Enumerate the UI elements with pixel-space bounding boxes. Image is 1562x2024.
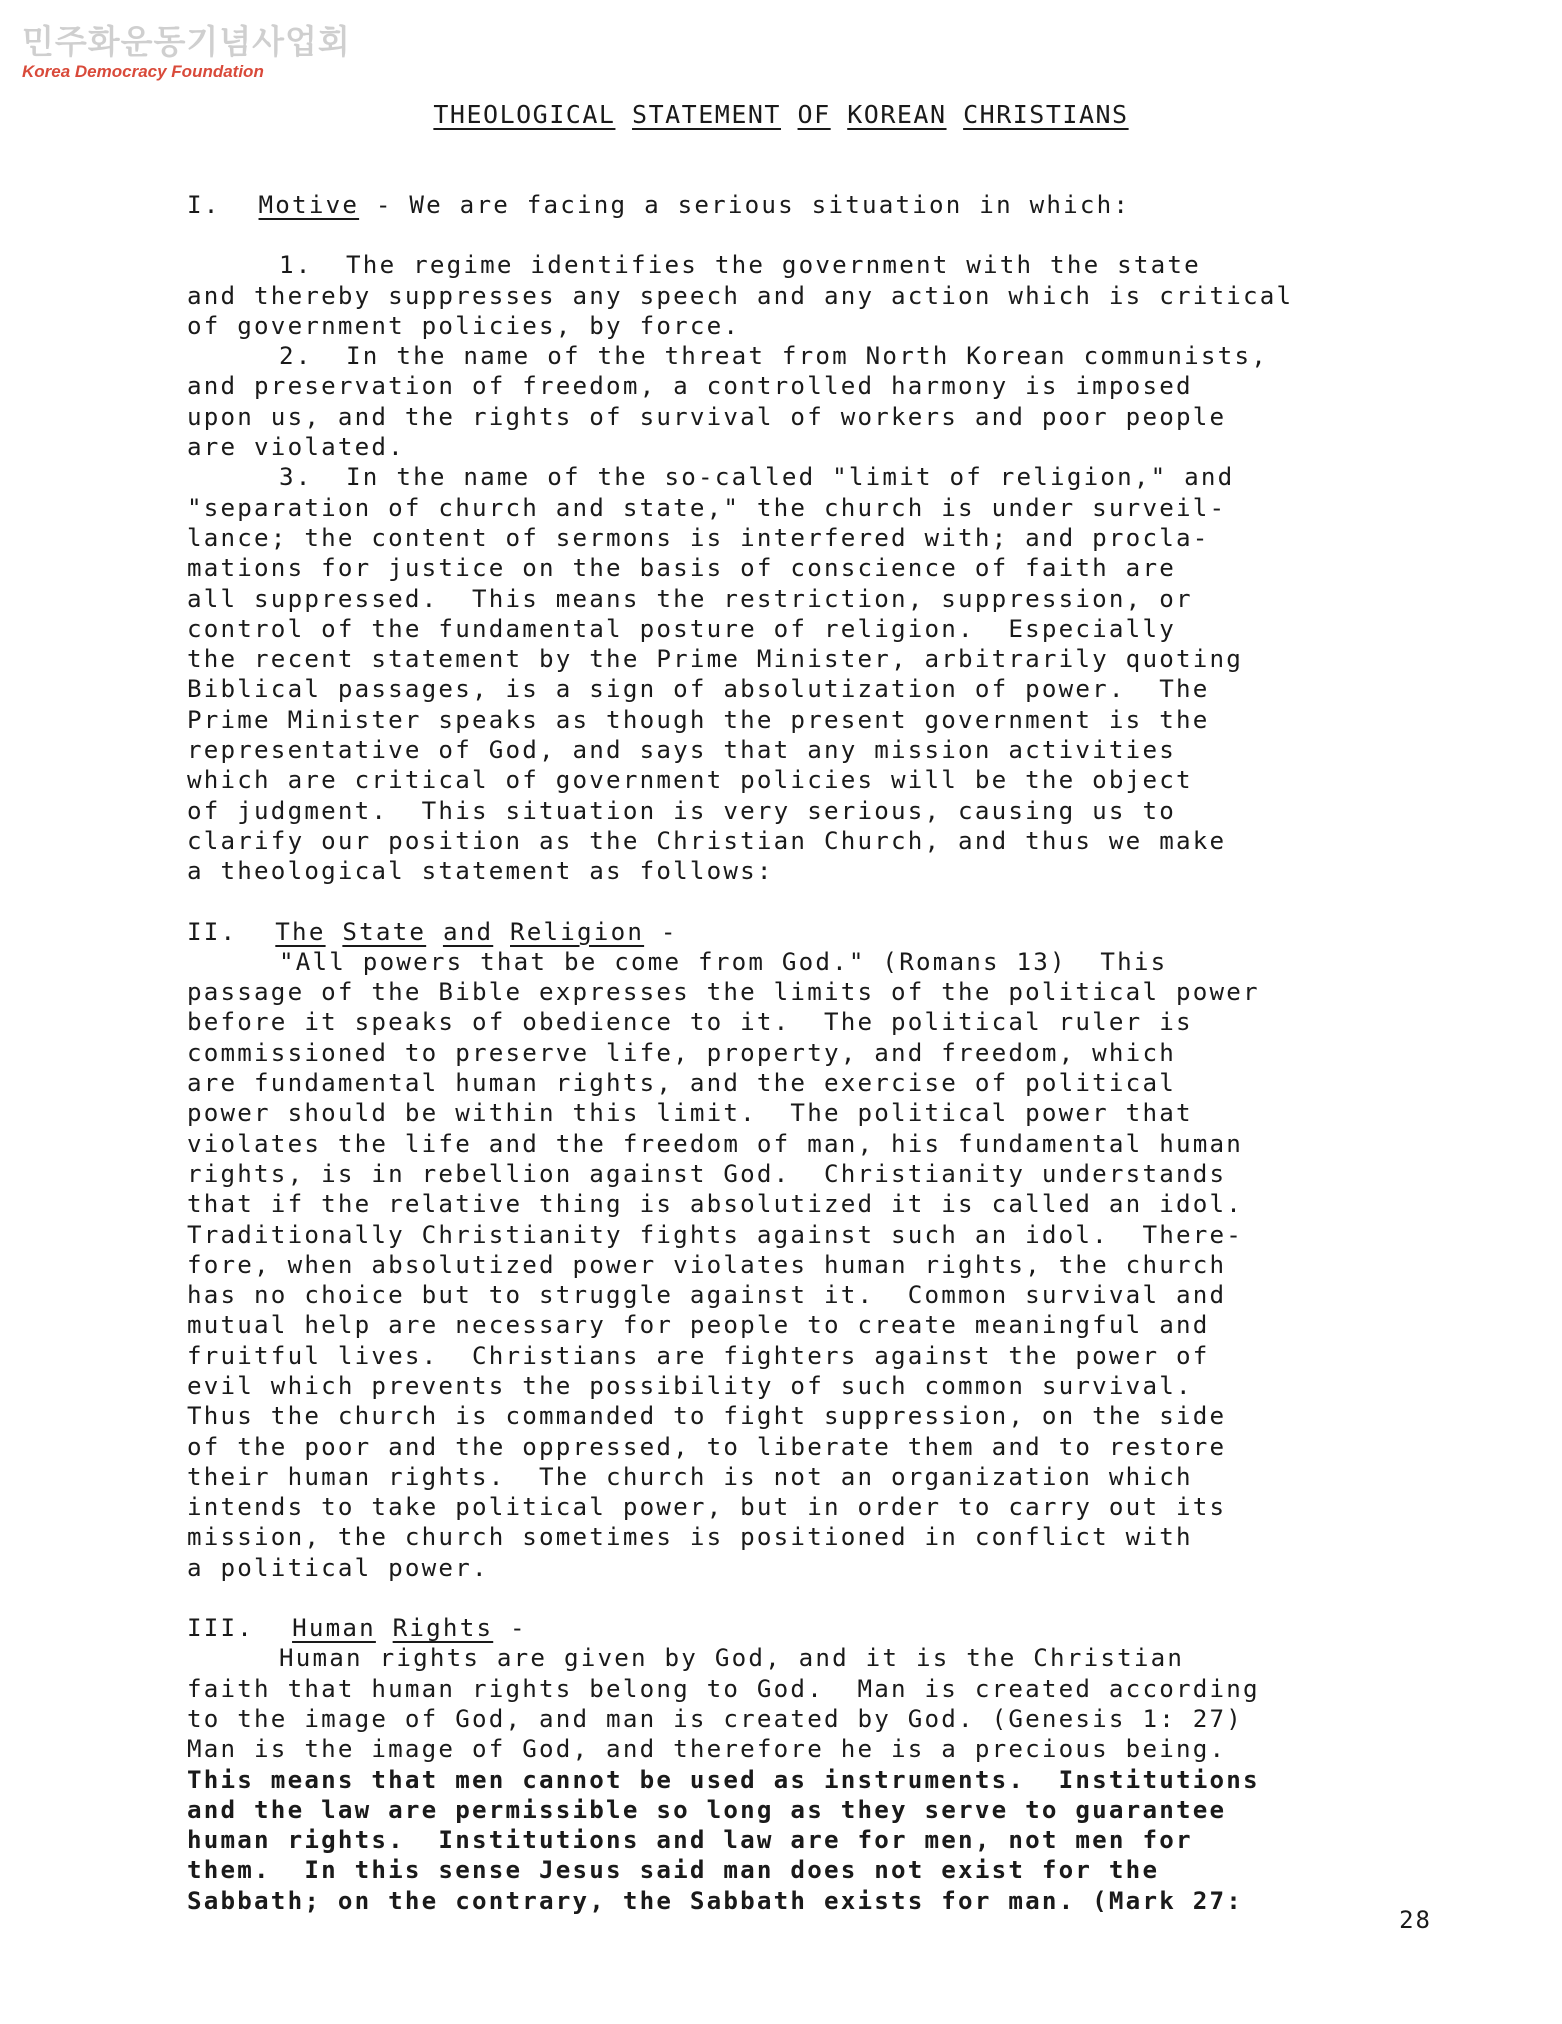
paragraph-line: 2. In the name of the threat from North Korean communists, [279, 342, 1268, 371]
paragraph-line: mations for justice on the basis of conscience of faith are [187, 554, 1176, 583]
section-numeral: II. [187, 917, 238, 946]
paragraph-line: a political power. [187, 1553, 489, 1582]
paragraph-line: that if the relative thing is absolutized it is called an idol. [187, 1190, 1244, 1219]
paragraph-line: 3. In the name of the so-called "limit of religion," and [279, 463, 1235, 492]
paragraph-line: mutual help are necessary for people to create meaningful and [187, 1311, 1210, 1340]
paragraph-line: before it speaks of obedience to it. The political ruler is [187, 1008, 1193, 1037]
paragraph-line: evil which prevents the possibility of such common survival. [187, 1371, 1193, 1400]
paragraph-line: "separation of church and state," the church is under surveil- [187, 493, 1227, 522]
paragraph-line: fore, when absolutized power violates human rights, the church [187, 1250, 1227, 1279]
paragraph-line: are fundamental human rights, and the exercise of political [187, 1069, 1176, 1098]
paragraph-line: Traditionally Christianity fights against such an idol. There- [187, 1220, 1244, 1249]
paragraph-line: all suppressed. This means the restriction, suppression, or [187, 584, 1193, 613]
document-body [187, 190, 1437, 1916]
section-heading-dash: - [644, 917, 678, 946]
section-heading-word: Rights [392, 1614, 494, 1643]
section-heading-motive [187, 190, 1437, 220]
section-heading-word: Human [292, 1614, 376, 1643]
section-numeral: III. [187, 1614, 255, 1643]
paragraph-line: of judgment. This situation is very serious, causing us to [187, 796, 1176, 825]
paragraph-line: "All powers that be come from God." (Romans 13) This [279, 947, 1168, 976]
paragraph-gap [187, 1583, 1437, 1613]
section-heading-word: Religion [510, 917, 645, 946]
paragraph-line: upon us, and the rights of survival of workers and poor people [187, 402, 1227, 431]
section-heading-human-rights [187, 1613, 1437, 1643]
paragraph-line: commissioned to preserve life, property, and freedom, which [187, 1038, 1176, 1067]
paragraph-line: Man is the image of God, and therefore he is a precious being. [187, 1735, 1227, 1764]
section-heading-word: State [342, 917, 427, 946]
paragraph-line: and the law are permissible so long as they serve to guarantee [187, 1795, 1227, 1824]
section-heading-state-religion [187, 917, 1437, 947]
paragraph-line: 1. The regime identifies the government with the state [279, 251, 1201, 280]
paragraph-line: This means that men cannot be used as instruments. Institutions [187, 1765, 1260, 1794]
title-word: STATEMENT [632, 100, 781, 129]
section-heading-rest: - We are facing a serious situation in which: [359, 191, 1131, 219]
paragraph-line: intends to take political power, but in order to carry out its [187, 1493, 1227, 1522]
section-heading-word: Motive [258, 191, 360, 219]
watermark-english-text: Korea Democracy Foundation [22, 62, 264, 81]
paragraph-line: has no choice but to struggle against it. Common survival and [187, 1281, 1227, 1310]
watermark-korean-text: 민주화운동기념사업회 [22, 22, 351, 61]
paragraph-line: are violated. [187, 433, 405, 462]
paragraph-line: their human rights. The church is not an organization which [187, 1462, 1193, 1491]
paragraph-line: and thereby suppresses any speech and any action which is critical [187, 281, 1294, 310]
section-numeral: I. [187, 191, 221, 219]
paragraph-line: of the poor and the oppressed, to liberate them and to restore [187, 1432, 1227, 1461]
document-title [0, 100, 1562, 129]
paragraph-line: Sabbath; on the contrary, the Sabbath exists for man. (Mark 27: [187, 1886, 1244, 1915]
paragraph-line: of government policies, by force. [187, 311, 741, 340]
paragraph-line: lance; the content of sermons is interfered with; and procla- [187, 523, 1210, 552]
section-heading-word: and [442, 917, 494, 946]
paragraph-line: and preservation of freedom, a controlled harmony is imposed [187, 372, 1193, 401]
paragraph-line: passage of the Bible expresses the limits of the political power [187, 978, 1260, 1007]
paragraph-line: faith that human rights belong to God. Man is created according [187, 1674, 1260, 1703]
paragraph-line: rights, is in rebellion against God. Christianity understands [187, 1159, 1227, 1188]
section-heading-dash: - [493, 1614, 527, 1643]
paragraph-line: fruitful lives. Christians are fighters against the power of [187, 1341, 1210, 1370]
paragraph-gap [187, 887, 1437, 917]
title-word: KOREAN [847, 100, 947, 129]
paragraph-line: mission, the church sometimes is positioned in conflict with [187, 1523, 1193, 1552]
paragraph-line: which are critical of government policies will be the object [187, 766, 1193, 795]
paragraph-line: a theological statement as follows: [187, 857, 774, 886]
paragraph-line: human rights. Institutions and law are for men, not men for [187, 1826, 1193, 1855]
paragraph-gap [187, 220, 1437, 250]
paragraph-line: them. In this sense Jesus said man does not exist for the [187, 1856, 1160, 1885]
paragraph-line: Human rights are given by God, and it is the Christian [279, 1644, 1185, 1673]
paragraph-line: violates the life and the freedom of man, his fundamental human [187, 1129, 1244, 1158]
paragraph-line: the recent statement by the Prime Minister, arbitrarily quoting [187, 645, 1244, 674]
paragraph-line: Prime Minister speaks as though the present government is the [187, 705, 1210, 734]
watermark-logo [22, 22, 351, 82]
page-number: 28 [1399, 1906, 1432, 1934]
title-word: OF [797, 100, 831, 129]
paragraph-line: Thus the church is commanded to fight suppression, on the side [187, 1402, 1227, 1431]
paragraph-line: Biblical passages, is a sign of absolutization of power. The [187, 675, 1210, 704]
paragraph-line: to the image of God, and man is created by God. (Genesis 1: 27) [187, 1704, 1244, 1733]
title-word: CHRISTIANS [963, 100, 1129, 129]
paragraph-line: clarify our position as the Christian Church, and thus we make [187, 826, 1227, 855]
paragraph-line: representative of God, and says that any mission activities [187, 736, 1176, 765]
section-heading-word: The [275, 917, 326, 946]
paragraph-line: power should be within this limit. The political power that [187, 1099, 1193, 1128]
title-word: THEOLOGICAL [433, 100, 616, 129]
paragraph-line: control of the fundamental posture of religion. Especially [187, 614, 1176, 643]
